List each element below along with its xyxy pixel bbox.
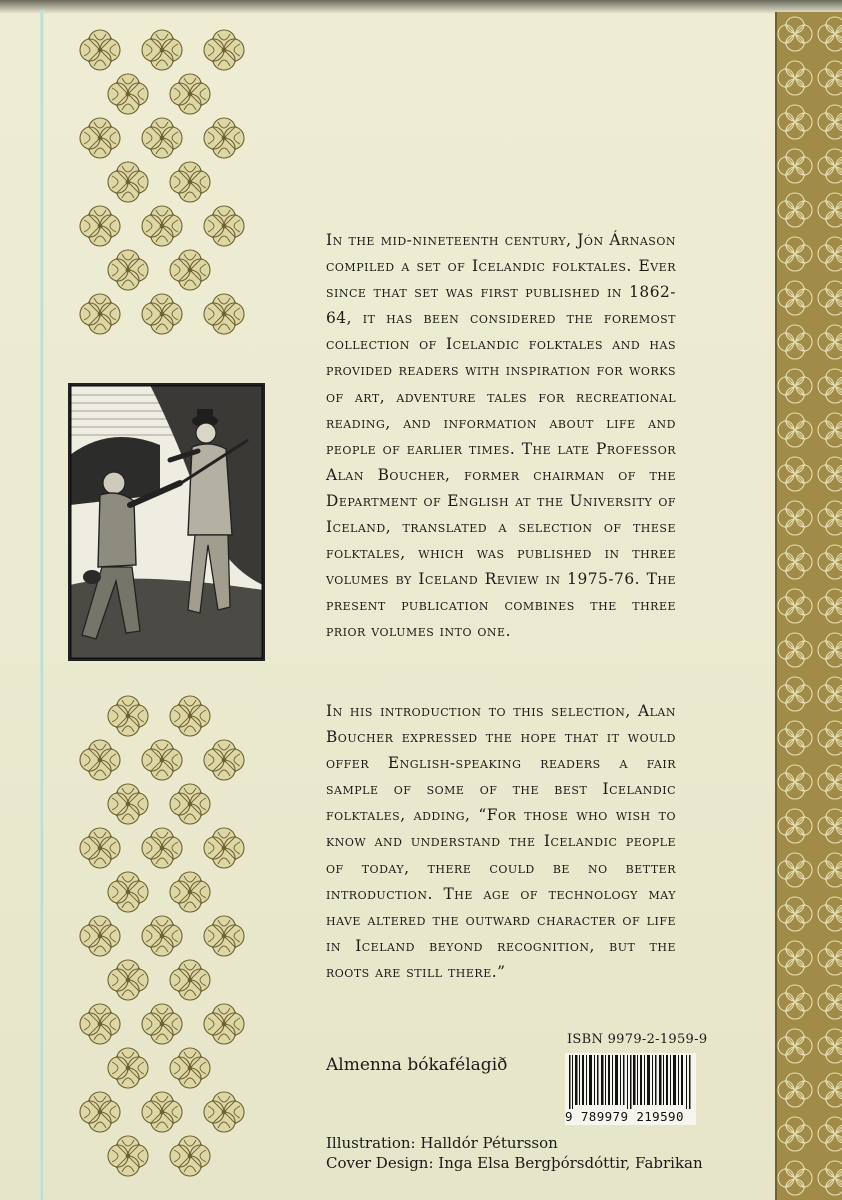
blurb-paragraph-2: [326, 698, 676, 985]
blurb-paragraph-1-text: In the mid-nineteenth century, Jón Árnason compiled a set of Icelandic folktales. Ever since that set was first published in 1862-64, it has been considered the foremost collection of Icelandic folktales and has provided readers with inspiration for works of art, adventure tales for recreational reading, and information about life and people of earlier times. The late Professor Alan Boucher, former chairman of the Department of English at the University of Iceland, translated a selection of these folktales, which was published in three volumes by Iceland Review in 1975-76. The present publication combines the three prior volumes into one.: [326, 231, 676, 641]
spine-pattern: [775, 12, 842, 1200]
left-edge-highlight: [40, 10, 44, 1200]
illustration-credit: Illustration: Halldór Pétursson: [326, 1134, 558, 1152]
cover-design-credit: Cover Design: Inga Elsa Bergþórsdóttir, Fabrikan: [326, 1154, 703, 1172]
flower-ornament-bottom: [66, 690, 262, 1190]
isbn-label: ISBN 9979-2-1959-9: [567, 1032, 708, 1047]
blurb-paragraph-1: [326, 227, 676, 645]
woodcut-illustration: [68, 383, 265, 661]
publisher-name: Almenna bókafélagið: [326, 1055, 508, 1075]
blurb-paragraph-2-text: In his introduction to this selection, Alan Boucher expressed the hope that it would offer English-speaking readers a fair sample of some of the best Icelandic folktales, adding, “For those who wish to know and understand the Icelandic people of today, there could be no better introduction. The age of technology may have altered the outward character of life in Iceland beyond recognition, but the roots are still there.”: [326, 702, 676, 981]
flower-ornament-top: [66, 24, 262, 344]
top-edge-shadow: [0, 0, 842, 14]
barcode-number: 9 789979 219590: [565, 1109, 684, 1124]
